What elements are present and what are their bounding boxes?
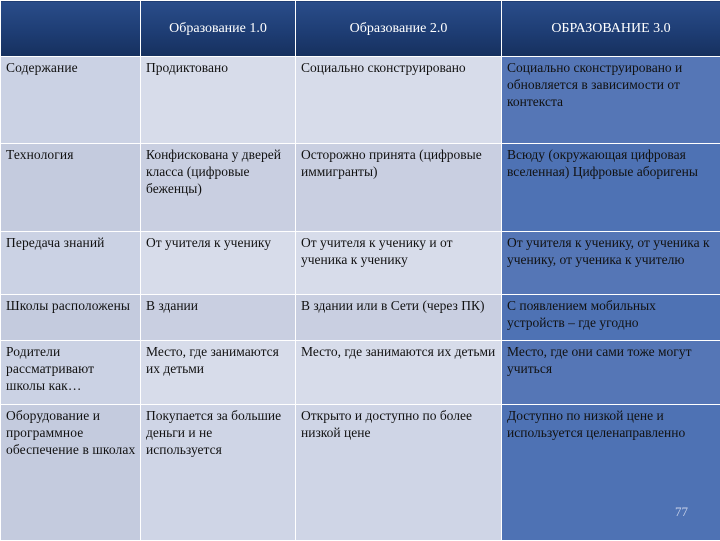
cell-edu1-content: Продиктовано [141,57,296,144]
cell-edu3-equipment: Доступно по низкой цене и используется целенаправленно [502,405,720,541]
table-row [1,144,720,232]
cell-edu3-technology: Всюду (окружающая цифровая вселенная) Цифровые аборигены [502,144,720,232]
row-label-knowledge-transfer: Передача знаний [1,232,141,295]
cell-edu2-content: Социально сконструировано [296,57,502,144]
header-row [1,1,720,57]
table-row [1,232,720,295]
table-row [1,57,720,144]
cell-edu3-content: Социально сконструировано и обновляется в зависимости от контекста [502,57,720,144]
table-row [1,341,720,405]
cell-edu1-equipment: Покупается за большие деньги и не используется [141,405,296,541]
header-empty-cell [1,1,141,57]
cell-edu2-equipment: Открыто и доступно по более низкой цене [296,405,502,541]
table-row [1,405,720,541]
cell-edu1-knowledge-transfer: От учителя к ученику [141,232,296,295]
row-label-school-location: Школы расположены [1,295,141,341]
header-education-3: ОБРАЗОВАНИЕ 3.0 [502,1,720,57]
header-education-1: Образование 1.0 [141,1,296,57]
page-number: 77 [675,504,688,520]
table-row [1,295,720,341]
cell-edu2-parents-view: Место, где занимаются их детьми [296,341,502,405]
header-education-2: Образование 2.0 [296,1,502,57]
cell-edu1-school-location: В здании [141,295,296,341]
row-label-parents-view: Родители рассматривают школы как… [1,341,141,405]
cell-edu1-technology: Конфискована у дверей класса (цифровые беженцы) [141,144,296,232]
cell-edu1-parents-view: Место, где занимаются их детьми [141,341,296,405]
row-label-equipment: Оборудование и программное обеспечение в школах [1,405,141,541]
cell-edu2-technology: Осторожно принята (цифровые иммигранты) [296,144,502,232]
cell-edu3-knowledge-transfer: От учителя к ученику, от ученика к ученику, от ученика к учителю [502,232,720,295]
cell-edu3-parents-view: Место, где они сами тоже могут учиться [502,341,720,405]
row-label-content: Содержание [1,57,141,144]
cell-edu2-knowledge-transfer: От учителя к ученику и от ученика к ученику [296,232,502,295]
cell-edu2-school-location: В здании или в Сети (через ПК) [296,295,502,341]
row-label-technology: Технология [1,144,141,232]
cell-edu3-school-location: С появлением мобильных устройств – где угодно [502,295,720,341]
